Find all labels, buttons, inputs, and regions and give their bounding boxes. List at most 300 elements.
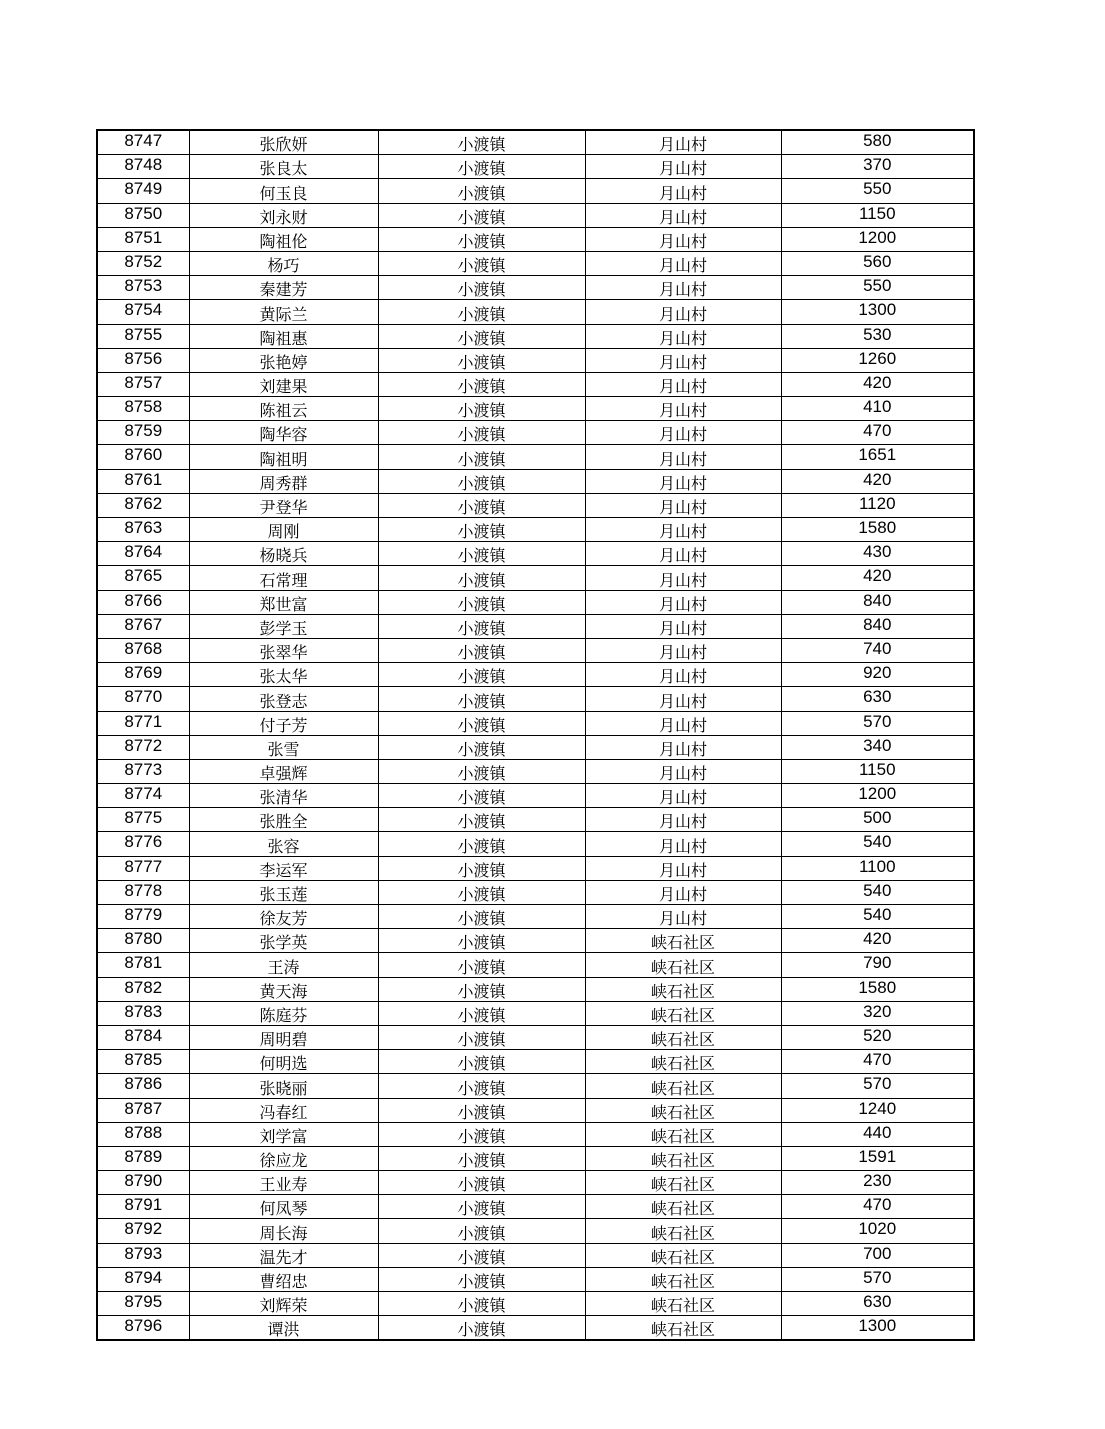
cell-town: 小渡镇 <box>378 1243 585 1267</box>
cell-name: 张登志 <box>189 687 378 711</box>
cell-village: 月山村 <box>585 276 781 300</box>
cell-serial-number: 8795 <box>97 1292 189 1316</box>
cell-village: 峡石社区 <box>585 977 781 1001</box>
cell-serial-number: 8785 <box>97 1050 189 1074</box>
cell-name: 刘建果 <box>189 372 378 396</box>
cell-serial-number: 8777 <box>97 856 189 880</box>
cell-town: 小渡镇 <box>378 227 585 251</box>
cell-village: 峡石社区 <box>585 1195 781 1219</box>
table-row <box>97 566 974 590</box>
cell-amount: 1580 <box>781 977 974 1001</box>
cell-amount: 1020 <box>781 1219 974 1243</box>
table-row <box>97 493 974 517</box>
table-row <box>97 542 974 566</box>
cell-town: 小渡镇 <box>378 784 585 808</box>
table-row <box>97 1267 974 1291</box>
cell-serial-number: 8763 <box>97 518 189 542</box>
table-row <box>97 1219 974 1243</box>
cell-serial-number: 8749 <box>97 179 189 203</box>
cell-town: 小渡镇 <box>378 1267 585 1291</box>
table-row <box>97 953 974 977</box>
cell-amount: 540 <box>781 832 974 856</box>
cell-name: 陶祖惠 <box>189 324 378 348</box>
cell-name: 徐友芳 <box>189 905 378 929</box>
cell-amount: 630 <box>781 687 974 711</box>
cell-town: 小渡镇 <box>378 203 585 227</box>
cell-name: 陈祖云 <box>189 397 378 421</box>
table-row <box>97 155 974 179</box>
cell-town: 小渡镇 <box>378 687 585 711</box>
cell-village: 月山村 <box>585 421 781 445</box>
cell-amount: 1200 <box>781 227 974 251</box>
cell-serial-number: 8769 <box>97 663 189 687</box>
cell-village: 月山村 <box>585 542 781 566</box>
cell-amount: 1300 <box>781 1316 974 1341</box>
cell-town: 小渡镇 <box>378 1098 585 1122</box>
cell-serial-number: 8789 <box>97 1146 189 1170</box>
table-row <box>97 130 974 155</box>
cell-amount: 1120 <box>781 493 974 517</box>
cell-name: 周明碧 <box>189 1025 378 1049</box>
cell-name: 张晓丽 <box>189 1074 378 1098</box>
cell-serial-number: 8755 <box>97 324 189 348</box>
cell-amount: 550 <box>781 276 974 300</box>
cell-town: 小渡镇 <box>378 808 585 832</box>
cell-amount: 470 <box>781 421 974 445</box>
cell-serial-number: 8754 <box>97 300 189 324</box>
cell-serial-number: 8792 <box>97 1219 189 1243</box>
cell-village: 峡石社区 <box>585 1146 781 1170</box>
cell-town: 小渡镇 <box>378 759 585 783</box>
cell-serial-number: 8759 <box>97 421 189 445</box>
cell-village: 月山村 <box>585 590 781 614</box>
cell-amount: 540 <box>781 880 974 904</box>
table-row <box>97 614 974 638</box>
table-row <box>97 421 974 445</box>
cell-amount: 1150 <box>781 759 974 783</box>
cell-amount: 570 <box>781 1267 974 1291</box>
table-row <box>97 1050 974 1074</box>
cell-amount: 740 <box>781 638 974 662</box>
cell-name: 张清华 <box>189 784 378 808</box>
cell-village: 月山村 <box>585 130 781 155</box>
cell-serial-number: 8751 <box>97 227 189 251</box>
table-row <box>97 1146 974 1170</box>
cell-town: 小渡镇 <box>378 1219 585 1243</box>
cell-name: 周刚 <box>189 518 378 542</box>
cell-village: 月山村 <box>585 372 781 396</box>
cell-name: 何凤琴 <box>189 1195 378 1219</box>
cell-serial-number: 8786 <box>97 1074 189 1098</box>
cell-serial-number: 8784 <box>97 1025 189 1049</box>
cell-name: 王涛 <box>189 953 378 977</box>
cell-name: 张欣妍 <box>189 130 378 155</box>
cell-village: 月山村 <box>585 759 781 783</box>
cell-town: 小渡镇 <box>378 1171 585 1195</box>
cell-village: 峡石社区 <box>585 1171 781 1195</box>
cell-village: 月山村 <box>585 348 781 372</box>
cell-serial-number: 8788 <box>97 1122 189 1146</box>
cell-name: 陶华容 <box>189 421 378 445</box>
cell-town: 小渡镇 <box>378 856 585 880</box>
table-row <box>97 590 974 614</box>
cell-town: 小渡镇 <box>378 1074 585 1098</box>
cell-amount: 470 <box>781 1050 974 1074</box>
cell-village: 月山村 <box>585 663 781 687</box>
cell-amount: 560 <box>781 251 974 275</box>
cell-serial-number: 8750 <box>97 203 189 227</box>
cell-serial-number: 8776 <box>97 832 189 856</box>
cell-serial-number: 8779 <box>97 905 189 929</box>
table-row <box>97 759 974 783</box>
cell-name: 张翠华 <box>189 638 378 662</box>
cell-amount: 470 <box>781 1195 974 1219</box>
cell-village: 月山村 <box>585 518 781 542</box>
cell-amount: 1200 <box>781 784 974 808</box>
table-row <box>97 1074 974 1098</box>
cell-name: 张容 <box>189 832 378 856</box>
cell-village: 峡石社区 <box>585 1316 781 1341</box>
cell-village: 月山村 <box>585 735 781 759</box>
cell-town: 小渡镇 <box>378 929 585 953</box>
cell-serial-number: 8768 <box>97 638 189 662</box>
table-row <box>97 808 974 832</box>
cell-village: 峡石社区 <box>585 1267 781 1291</box>
cell-village: 峡石社区 <box>585 1074 781 1098</box>
cell-village: 月山村 <box>585 445 781 469</box>
cell-serial-number: 8766 <box>97 590 189 614</box>
table-row <box>97 348 974 372</box>
cell-name: 黄际兰 <box>189 300 378 324</box>
cell-amount: 230 <box>781 1171 974 1195</box>
cell-village: 峡石社区 <box>585 1025 781 1049</box>
table-row <box>97 203 974 227</box>
cell-amount: 430 <box>781 542 974 566</box>
cell-serial-number: 8770 <box>97 687 189 711</box>
cell-amount: 790 <box>781 953 974 977</box>
cell-name: 刘学富 <box>189 1122 378 1146</box>
cell-town: 小渡镇 <box>378 566 585 590</box>
table-row <box>97 251 974 275</box>
cell-amount: 550 <box>781 179 974 203</box>
cell-amount: 440 <box>781 1122 974 1146</box>
cell-town: 小渡镇 <box>378 953 585 977</box>
cell-amount: 540 <box>781 905 974 929</box>
cell-amount: 1100 <box>781 856 974 880</box>
cell-serial-number: 8787 <box>97 1098 189 1122</box>
cell-village: 月山村 <box>585 905 781 929</box>
cell-town: 小渡镇 <box>378 905 585 929</box>
cell-town: 小渡镇 <box>378 518 585 542</box>
cell-name: 秦建芳 <box>189 276 378 300</box>
cell-serial-number: 8773 <box>97 759 189 783</box>
table-row <box>97 905 974 929</box>
cell-town: 小渡镇 <box>378 251 585 275</box>
cell-name: 张太华 <box>189 663 378 687</box>
cell-serial-number: 8756 <box>97 348 189 372</box>
cell-name: 卓强辉 <box>189 759 378 783</box>
cell-town: 小渡镇 <box>378 300 585 324</box>
cell-name: 周秀群 <box>189 469 378 493</box>
table-row <box>97 1195 974 1219</box>
table-row <box>97 372 974 396</box>
cell-amount: 570 <box>781 711 974 735</box>
cell-serial-number: 8760 <box>97 445 189 469</box>
table-row <box>97 324 974 348</box>
cell-name: 尹登华 <box>189 493 378 517</box>
cell-town: 小渡镇 <box>378 638 585 662</box>
cell-town: 小渡镇 <box>378 614 585 638</box>
cell-amount: 340 <box>781 735 974 759</box>
cell-serial-number: 8747 <box>97 130 189 155</box>
cell-village: 峡石社区 <box>585 1219 781 1243</box>
cell-village: 月山村 <box>585 469 781 493</box>
cell-name: 周长海 <box>189 1219 378 1243</box>
cell-name: 刘辉荣 <box>189 1292 378 1316</box>
cell-name: 曹绍忠 <box>189 1267 378 1291</box>
table-row <box>97 1243 974 1267</box>
cell-name: 张雪 <box>189 735 378 759</box>
cell-name: 何玉良 <box>189 179 378 203</box>
cell-amount: 570 <box>781 1074 974 1098</box>
cell-town: 小渡镇 <box>378 977 585 1001</box>
table-row <box>97 445 974 469</box>
cell-village: 月山村 <box>585 324 781 348</box>
cell-village: 月山村 <box>585 880 781 904</box>
cell-town: 小渡镇 <box>378 1292 585 1316</box>
cell-serial-number: 8790 <box>97 1171 189 1195</box>
cell-serial-number: 8793 <box>97 1243 189 1267</box>
cell-serial-number: 8778 <box>97 880 189 904</box>
cell-serial-number: 8791 <box>97 1195 189 1219</box>
cell-serial-number: 8764 <box>97 542 189 566</box>
cell-name: 张玉莲 <box>189 880 378 904</box>
cell-village: 峡石社区 <box>585 1001 781 1025</box>
table-row <box>97 638 974 662</box>
cell-name: 杨巧 <box>189 251 378 275</box>
table-row <box>97 1025 974 1049</box>
cell-town: 小渡镇 <box>378 1195 585 1219</box>
cell-town: 小渡镇 <box>378 880 585 904</box>
cell-town: 小渡镇 <box>378 324 585 348</box>
cell-serial-number: 8748 <box>97 155 189 179</box>
cell-amount: 1240 <box>781 1098 974 1122</box>
cell-name: 陶祖伦 <box>189 227 378 251</box>
table-row <box>97 687 974 711</box>
cell-name: 谭洪 <box>189 1316 378 1341</box>
cell-name: 张学英 <box>189 929 378 953</box>
cell-town: 小渡镇 <box>378 1146 585 1170</box>
cell-amount: 920 <box>781 663 974 687</box>
cell-town: 小渡镇 <box>378 1122 585 1146</box>
cell-serial-number: 8761 <box>97 469 189 493</box>
cell-village: 月山村 <box>585 638 781 662</box>
cell-name: 冯春红 <box>189 1098 378 1122</box>
table-row <box>97 1122 974 1146</box>
cell-town: 小渡镇 <box>378 493 585 517</box>
cell-village: 月山村 <box>585 856 781 880</box>
cell-amount: 420 <box>781 566 974 590</box>
cell-amount: 1651 <box>781 445 974 469</box>
cell-amount: 410 <box>781 397 974 421</box>
cell-village: 月山村 <box>585 493 781 517</box>
cell-amount: 500 <box>781 808 974 832</box>
data-table <box>96 129 975 1341</box>
cell-serial-number: 8794 <box>97 1267 189 1291</box>
cell-village: 峡石社区 <box>585 1243 781 1267</box>
cell-amount: 420 <box>781 929 974 953</box>
cell-serial-number: 8753 <box>97 276 189 300</box>
cell-name: 付子芳 <box>189 711 378 735</box>
cell-amount: 1580 <box>781 518 974 542</box>
cell-town: 小渡镇 <box>378 1316 585 1341</box>
table-row <box>97 300 974 324</box>
table-row <box>97 1316 974 1341</box>
cell-serial-number: 8772 <box>97 735 189 759</box>
cell-town: 小渡镇 <box>378 397 585 421</box>
cell-serial-number: 8771 <box>97 711 189 735</box>
cell-name: 张胜全 <box>189 808 378 832</box>
cell-name: 黄天海 <box>189 977 378 1001</box>
table-row <box>97 397 974 421</box>
cell-village: 月山村 <box>585 300 781 324</box>
cell-village: 峡石社区 <box>585 1050 781 1074</box>
cell-amount: 1300 <box>781 300 974 324</box>
cell-amount: 370 <box>781 155 974 179</box>
cell-village: 峡石社区 <box>585 929 781 953</box>
cell-town: 小渡镇 <box>378 276 585 300</box>
cell-serial-number: 8783 <box>97 1001 189 1025</box>
cell-serial-number: 8775 <box>97 808 189 832</box>
cell-town: 小渡镇 <box>378 832 585 856</box>
table-row <box>97 711 974 735</box>
cell-town: 小渡镇 <box>378 179 585 203</box>
cell-amount: 1591 <box>781 1146 974 1170</box>
cell-town: 小渡镇 <box>378 445 585 469</box>
cell-village: 月山村 <box>585 155 781 179</box>
cell-amount: 1150 <box>781 203 974 227</box>
cell-amount: 420 <box>781 469 974 493</box>
table-body <box>97 130 974 1340</box>
cell-serial-number: 8762 <box>97 493 189 517</box>
cell-village: 月山村 <box>585 227 781 251</box>
cell-serial-number: 8767 <box>97 614 189 638</box>
table-row <box>97 227 974 251</box>
table-row <box>97 1171 974 1195</box>
table-row <box>97 735 974 759</box>
table-row <box>97 469 974 493</box>
cell-amount: 840 <box>781 590 974 614</box>
table-row <box>97 179 974 203</box>
cell-village: 月山村 <box>585 687 781 711</box>
cell-name: 李运军 <box>189 856 378 880</box>
cell-village: 月山村 <box>585 832 781 856</box>
cell-town: 小渡镇 <box>378 590 585 614</box>
cell-name: 何明选 <box>189 1050 378 1074</box>
table-row <box>97 929 974 953</box>
cell-town: 小渡镇 <box>378 469 585 493</box>
cell-town: 小渡镇 <box>378 663 585 687</box>
cell-village: 峡石社区 <box>585 1122 781 1146</box>
cell-town: 小渡镇 <box>378 155 585 179</box>
cell-name: 陶祖明 <box>189 445 378 469</box>
cell-serial-number: 8774 <box>97 784 189 808</box>
cell-village: 月山村 <box>585 711 781 735</box>
cell-serial-number: 8781 <box>97 953 189 977</box>
cell-amount: 420 <box>781 372 974 396</box>
cell-town: 小渡镇 <box>378 1001 585 1025</box>
cell-name: 温先才 <box>189 1243 378 1267</box>
cell-town: 小渡镇 <box>378 542 585 566</box>
cell-village: 月山村 <box>585 784 781 808</box>
cell-town: 小渡镇 <box>378 1050 585 1074</box>
table-row <box>97 977 974 1001</box>
cell-name: 徐应龙 <box>189 1146 378 1170</box>
table-row <box>97 663 974 687</box>
cell-serial-number: 8780 <box>97 929 189 953</box>
cell-name: 张良太 <box>189 155 378 179</box>
cell-serial-number: 8765 <box>97 566 189 590</box>
cell-name: 张艳婷 <box>189 348 378 372</box>
cell-serial-number: 8782 <box>97 977 189 1001</box>
cell-village: 月山村 <box>585 179 781 203</box>
cell-village: 峡石社区 <box>585 953 781 977</box>
cell-amount: 700 <box>781 1243 974 1267</box>
cell-village: 月山村 <box>585 397 781 421</box>
table-row <box>97 880 974 904</box>
table-row <box>97 856 974 880</box>
table-row <box>97 276 974 300</box>
cell-name: 陈庭芬 <box>189 1001 378 1025</box>
cell-town: 小渡镇 <box>378 711 585 735</box>
table-row <box>97 1292 974 1316</box>
table-row <box>97 1001 974 1025</box>
cell-name: 王业寿 <box>189 1171 378 1195</box>
cell-amount: 530 <box>781 324 974 348</box>
cell-village: 峡石社区 <box>585 1098 781 1122</box>
cell-serial-number: 8757 <box>97 372 189 396</box>
cell-name: 彭学玉 <box>189 614 378 638</box>
cell-town: 小渡镇 <box>378 421 585 445</box>
table-row <box>97 518 974 542</box>
cell-amount: 630 <box>781 1292 974 1316</box>
cell-village: 月山村 <box>585 614 781 638</box>
table-row <box>97 1098 974 1122</box>
cell-amount: 1260 <box>781 348 974 372</box>
cell-name: 杨晓兵 <box>189 542 378 566</box>
cell-town: 小渡镇 <box>378 372 585 396</box>
cell-serial-number: 8758 <box>97 397 189 421</box>
cell-serial-number: 8752 <box>97 251 189 275</box>
cell-village: 月山村 <box>585 203 781 227</box>
cell-town: 小渡镇 <box>378 735 585 759</box>
cell-village: 月山村 <box>585 566 781 590</box>
cell-village: 月山村 <box>585 251 781 275</box>
cell-name: 石常理 <box>189 566 378 590</box>
table-row <box>97 832 974 856</box>
cell-amount: 840 <box>781 614 974 638</box>
cell-town: 小渡镇 <box>378 130 585 155</box>
cell-amount: 320 <box>781 1001 974 1025</box>
cell-amount: 520 <box>781 1025 974 1049</box>
cell-name: 郑世富 <box>189 590 378 614</box>
table-row <box>97 784 974 808</box>
cell-town: 小渡镇 <box>378 348 585 372</box>
cell-village: 月山村 <box>585 808 781 832</box>
cell-name: 刘永财 <box>189 203 378 227</box>
cell-village: 峡石社区 <box>585 1292 781 1316</box>
cell-serial-number: 8796 <box>97 1316 189 1341</box>
